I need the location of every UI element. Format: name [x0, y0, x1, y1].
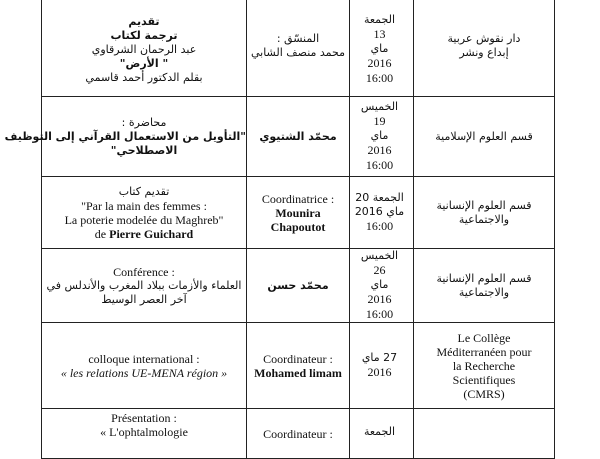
topic-line: Présentation : — [111, 411, 177, 425]
date-line: ماي 2016 — [354, 205, 405, 218]
topic-cell — [4, 97, 247, 177]
table-row — [42, 323, 555, 409]
date-line: 2016 — [367, 143, 392, 157]
topic-line: ترجمة لكتاب — [110, 28, 178, 42]
coordinator-line: محمد منصف الشابي — [250, 45, 346, 59]
coordinator-cell — [247, 0, 350, 97]
date-line: 16:00 — [365, 71, 394, 85]
date-cell — [350, 0, 414, 97]
date-line: 2016 — [367, 56, 392, 70]
organizer-line: قسم العلوم الإنسانية — [436, 198, 532, 212]
organizer-line: والاجتماعية — [458, 212, 510, 226]
date-line: الجمعة — [363, 13, 396, 26]
date-line: ماي — [370, 129, 389, 142]
topic-line: تقديم كتاب — [118, 184, 170, 198]
coordinator-line: Mounira — [275, 205, 321, 220]
organizer-cell — [414, 249, 555, 323]
coordinator-line: المنسّق : — [276, 31, 320, 45]
topic-cell — [42, 409, 247, 459]
coordinator-cell — [247, 97, 350, 177]
topic-line: العلماء والأزمات ببلاد المغرب والأندلس في — [46, 278, 242, 292]
organizer-line: la Recherche — [452, 358, 516, 373]
organizer-line: Méditerranéen pour — [436, 344, 532, 359]
topic-cell — [42, 249, 247, 323]
organizer-line: Scientifiques — [452, 372, 516, 387]
organizer-line: Le Collège — [457, 330, 511, 345]
organizer-line: إبداع ونشر — [459, 45, 509, 59]
coordinator-line: محمّد حسن — [267, 278, 329, 292]
coordinator-cell — [247, 323, 350, 409]
date-line: ماي — [370, 42, 389, 55]
table-row — [42, 409, 555, 459]
topic-line: "Par la main des femmes : — [81, 198, 207, 213]
date-line: الخميس — [360, 249, 399, 262]
organizer-cell — [414, 409, 555, 459]
topic-line-author — [42, 227, 246, 241]
date-cell — [350, 177, 414, 249]
program-table — [4, 0, 555, 459]
topic-cell — [42, 323, 247, 409]
topic-cell — [42, 177, 247, 249]
coordinator-line: Coordinateur : — [263, 427, 333, 441]
date-line: الخميس — [360, 100, 399, 113]
topic-line: تقديم — [128, 14, 160, 28]
date-line: 2016 — [367, 292, 392, 306]
date-line: 26 — [373, 263, 386, 277]
date-cell — [350, 249, 414, 323]
date-line: الجمعة — [363, 425, 396, 438]
date-line: 2016 — [367, 365, 392, 379]
organizer-cell — [414, 0, 555, 97]
organizer-cell — [414, 177, 555, 249]
date-line: 16:00 — [365, 307, 394, 321]
organizer-line: والاجتماعية — [458, 285, 510, 299]
coordinator-line: Mohamed limam — [254, 365, 342, 380]
topic-line: عبد الرحمان الشرقاوي — [91, 42, 197, 56]
coordinator-cell — [247, 249, 350, 323]
topic-line: "التأويل من الاستعمال القرآني إلى التوظيف — [4, 129, 246, 143]
organizer-line: (CMRS) — [463, 386, 505, 401]
date-line: 13 — [373, 27, 386, 41]
coordinator-line: Coordinateur : — [263, 351, 333, 366]
topic-line: « L'ophtalmologie — [100, 425, 188, 439]
coordinator-line: Coordinatrice : — [261, 191, 335, 206]
table-row — [42, 249, 555, 323]
coordinator-line: محمّد الشتيوي — [259, 129, 337, 143]
topic-line: بقلم الدكتور أحمد قاسمي — [85, 70, 203, 84]
organizer-line: قسم العلوم الإسلامية — [435, 129, 533, 143]
organizer-line: دار نقوش عربية — [447, 31, 521, 45]
coordinator-line: Chapoutot — [270, 219, 326, 234]
table-row — [42, 177, 555, 249]
topic-by: de — [94, 226, 107, 241]
table-row — [42, 97, 555, 177]
date-line: 16:00 — [365, 158, 394, 172]
organizer-cell — [414, 97, 555, 177]
topic-line: محاضرة : — [121, 115, 167, 129]
date-line: 19 — [373, 114, 386, 128]
organizer-line: قسم العلوم الإنسانية — [436, 271, 532, 285]
topic-cell — [42, 0, 247, 97]
topic-line: Conférence : — [113, 264, 175, 279]
topic-line: " الأرض" — [119, 56, 169, 70]
coordinator-cell — [247, 177, 350, 249]
table-row — [42, 0, 555, 97]
date-cell — [350, 97, 414, 177]
date-cell — [350, 323, 414, 409]
topic-line: colloque international : — [88, 351, 200, 366]
date-line: 16:00 — [365, 219, 394, 233]
date-cell — [350, 409, 414, 459]
organizer-cell — [414, 323, 555, 409]
date-line: 27 ماي — [361, 351, 398, 364]
topic-line: آخر العصر الوسيط — [101, 292, 187, 306]
coordinator-cell — [247, 409, 350, 459]
topic-line: « les relations UE-MENA région » — [60, 365, 228, 380]
topic-author: Pierre Guichard — [109, 226, 194, 241]
date-line: الجمعة 20 — [355, 191, 404, 204]
topic-line: La poterie modelée du Maghreb" — [64, 212, 224, 227]
topic-line: الاصطلاحي" — [110, 143, 178, 157]
date-line: ماي — [370, 278, 389, 291]
